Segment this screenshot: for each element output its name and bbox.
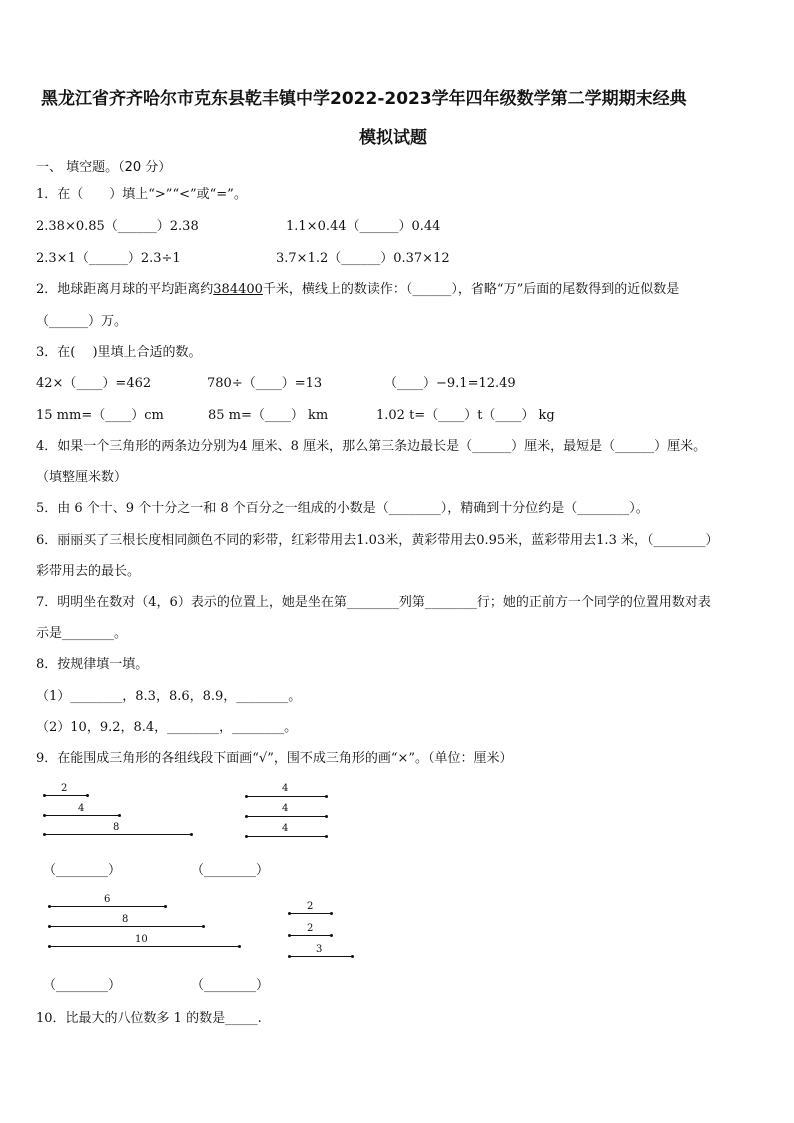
q3-a: 42×（____）=462 [36, 376, 152, 391]
segment-label: 2 [307, 901, 314, 912]
answer-blank[interactable]: （________） [191, 978, 270, 993]
endpoint [48, 905, 51, 908]
segment-label: 3 [316, 944, 323, 955]
q2-number: 384400 [213, 282, 263, 297]
endpoint [325, 795, 328, 798]
endpoint [43, 833, 46, 836]
q8-stem: 8．按规律填一填。 [36, 657, 149, 672]
segment [289, 913, 331, 914]
answer-blank[interactable]: （________） [43, 978, 122, 993]
segment [44, 834, 191, 835]
segment-label: 8 [122, 914, 129, 925]
segment [246, 836, 326, 837]
q3-b: 780÷（____）=13 [207, 376, 323, 391]
endpoint [238, 945, 241, 948]
q2-line1 [36, 283, 679, 296]
segment [49, 946, 239, 947]
section-heading: 一、 填空题。（20 分） [36, 160, 172, 175]
q2-line2: （______）万。 [36, 314, 128, 329]
q3-e: 85 m=（____） km [208, 408, 329, 423]
segment-label: 2 [307, 923, 314, 934]
segment [246, 796, 326, 797]
endpoint [202, 925, 205, 928]
segment [289, 956, 352, 957]
segment-label: 4 [282, 823, 289, 834]
endpoint [330, 934, 333, 937]
q1-stem: 1．在（ ）填上“>”“<”或“=”。 [36, 187, 247, 202]
segment [49, 926, 203, 927]
q3-c: （____）−9.1=12.49 [384, 376, 516, 391]
answer-blank[interactable]: （________） [43, 863, 122, 878]
endpoint [86, 794, 89, 797]
q6-line2: 彩带用去的最长。 [36, 564, 141, 579]
endpoint [190, 833, 193, 836]
endpoint [118, 814, 121, 817]
page-title-cont: 模拟试题 [359, 128, 427, 148]
q1-d: 3.7×1.2（______）0.37×12 [276, 251, 450, 266]
q6-line1: 6．丽丽买了三根长度相同颜色不同的彩带，红彩带用去1.03米，黄彩带用去0.95米，蓝彩带用去1.3 米，（________） [36, 533, 719, 548]
q5: 5．由 6 个十、9 个十分之一和 8 个百分之一组成的小数是（________），精确到十分位约是（________）。 [36, 501, 649, 516]
q7-line1: 7．明明坐在数对（4，6）表示的位置上，她是坐在第________列第________行；她的正前方一个同学的位置用数对表 [36, 595, 711, 610]
segment [289, 935, 331, 936]
q3-d: 15 mm=（____）cm [36, 408, 164, 423]
answer-blank[interactable]: （________） [191, 863, 270, 878]
q3-f: 1.02 t=（____）t（____） kg [376, 408, 555, 423]
endpoint [245, 815, 248, 818]
endpoint [330, 912, 333, 915]
endpoint [245, 795, 248, 798]
q3-stem: 3．在( )里填上合适的数。 [36, 345, 202, 360]
q8-a: （1）________，8.3，8.6，8.9，________。 [36, 689, 302, 704]
segment [49, 906, 165, 907]
segment [44, 795, 87, 796]
q1-a: 2.38×0.85（______）2.38 [36, 219, 199, 234]
endpoint [48, 945, 51, 948]
endpoint [325, 815, 328, 818]
segment [246, 816, 326, 817]
q4-line2: （填整厘米数） [36, 470, 128, 485]
segment-label: 4 [282, 803, 289, 814]
endpoint [43, 794, 46, 797]
q4-line1: 4．如果一个三角形的两条边分别为4 厘米、8 厘米，那么第三条边最长是（______）厘米，最短是（______）厘米。 [36, 439, 707, 454]
page-title: 黑龙江省齐齐哈尔市克东县乾丰镇中学2022-2023学年四年级数学第二学期期末经典 [41, 89, 687, 109]
endpoint [288, 934, 291, 937]
endpoint [288, 912, 291, 915]
segment-label: 4 [78, 803, 85, 814]
q10: 10．比最大的八位数多 1 的数是_____. [36, 1011, 262, 1026]
segment-label: 6 [104, 894, 111, 905]
q9-stem: 9．在能围成三角形的各组线段下面画“√”，围不成三角形的画“×”。（单位：厘米） [36, 751, 513, 766]
endpoint [164, 905, 167, 908]
endpoint [245, 835, 248, 838]
q7-line2: 示是________。 [36, 626, 128, 641]
segment-label: 10 [135, 934, 148, 945]
endpoint [288, 955, 291, 958]
q1-b: 1.1×0.44（______）0.44 [286, 219, 441, 234]
segment-label: 4 [282, 783, 289, 794]
q2-post: 千米，横线上的数读作：（______），省略“万”后面的尾数得到的近似数是 [262, 282, 680, 297]
segment-label: 8 [113, 822, 120, 833]
endpoint [48, 925, 51, 928]
segment-label: 2 [61, 783, 68, 794]
q1-c: 2.3×1（______）2.3÷1 [36, 251, 181, 266]
q2-pre: 2．地球距离月球的平均距离约 [36, 282, 214, 297]
segment [44, 815, 119, 816]
q8-b: （2）10，9.2，8.4，________，________。 [36, 720, 298, 735]
endpoint [351, 955, 354, 958]
endpoint [43, 814, 46, 817]
endpoint [325, 835, 328, 838]
